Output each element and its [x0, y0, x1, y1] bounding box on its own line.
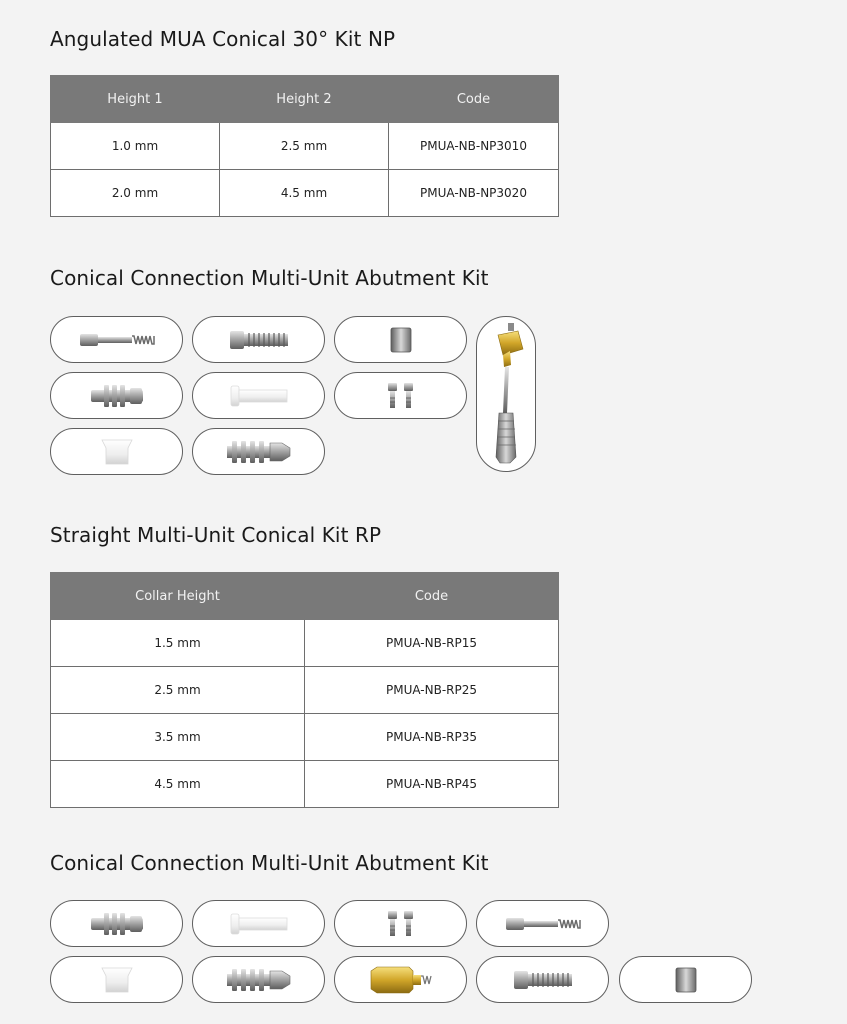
table-cell: 2.5 mm — [220, 123, 389, 170]
table-header-row — [51, 573, 559, 620]
kit-component-screw-body — [192, 316, 325, 363]
white-cap-icon — [100, 966, 134, 994]
white-cap-icon — [100, 438, 134, 466]
double-screw-icon — [386, 910, 416, 938]
table-cell: PMUA-NB-RP45 — [305, 761, 559, 808]
table-cell: 3.5 mm — [51, 714, 305, 761]
kit-component-ribbed-analog — [50, 900, 183, 947]
cylinder-cap-icon — [675, 967, 697, 993]
cylinder-cap-icon — [390, 327, 412, 353]
white-sleeve-icon — [230, 913, 288, 935]
table-cell: 2.5 mm — [51, 667, 305, 714]
column-header: Collar Height — [51, 573, 305, 620]
column-header: Code — [305, 573, 559, 620]
table-cell: 2.0 mm — [51, 170, 220, 217]
multi-unit-driver-icon — [486, 321, 526, 467]
section-3-title: Straight Multi-Unit Conical Kit RP — [50, 523, 382, 547]
ribbed-analog-icon — [90, 911, 144, 937]
column-header: Code — [389, 76, 559, 123]
kit-component-screw — [50, 316, 183, 363]
table-row — [51, 170, 559, 217]
section-4-title: Conical Connection Multi-Unit Abutment Kit — [50, 851, 489, 875]
angulated-mua-table — [50, 75, 559, 217]
gold-abutment-icon — [369, 965, 433, 995]
table-cell: PMUA-NB-NP3020 — [389, 170, 559, 217]
table-cell: PMUA-NB-RP15 — [305, 620, 559, 667]
kit-component-screw — [476, 900, 609, 947]
kit-component-white-sleeve — [192, 900, 325, 947]
kit-component-gold-abutment — [334, 956, 467, 1003]
kit-component-ribbed-analog — [50, 372, 183, 419]
table-cell: PMUA-NB-RP25 — [305, 667, 559, 714]
white-sleeve-icon — [230, 385, 288, 407]
kit-component-double-screw — [334, 372, 467, 419]
kit-component-white-sleeve — [192, 372, 325, 419]
kit-component-driver — [476, 316, 536, 472]
kit-component-white-cap — [50, 428, 183, 475]
table-row — [51, 714, 559, 761]
screw-body-icon — [513, 969, 573, 991]
double-screw-icon — [386, 382, 416, 410]
kit-component-screw-body — [476, 956, 609, 1003]
section-1-title: Angulated MUA Conical 30° Kit NP — [50, 27, 396, 51]
implant-replica-icon — [226, 439, 292, 465]
table-cell: PMUA-NB-NP3010 — [389, 123, 559, 170]
screw-icon — [505, 915, 581, 933]
ribbed-analog-icon — [90, 383, 144, 409]
table-header-row — [51, 76, 559, 123]
kit-component-implant-replica — [192, 428, 325, 475]
straight-multi-unit-table — [50, 572, 559, 808]
implant-replica-icon — [226, 967, 292, 993]
table-row — [51, 667, 559, 714]
kit-component-implant-replica — [192, 956, 325, 1003]
kit-component-double-screw — [334, 900, 467, 947]
column-header: Height 1 — [51, 76, 220, 123]
table-cell: 4.5 mm — [220, 170, 389, 217]
table-cell: PMUA-NB-RP35 — [305, 714, 559, 761]
kit-component-white-cap — [50, 956, 183, 1003]
table-row — [51, 123, 559, 170]
table-cell: 4.5 mm — [51, 761, 305, 808]
table-cell: 1.0 mm — [51, 123, 220, 170]
table-row — [51, 620, 559, 667]
screw-icon — [79, 331, 155, 349]
screw-body-icon — [229, 329, 289, 351]
column-header: Height 2 — [220, 76, 389, 123]
kit-component-cylinder-cap — [334, 316, 467, 363]
table-row — [51, 761, 559, 808]
kit-component-cylinder-cap — [619, 956, 752, 1003]
table-cell: 1.5 mm — [51, 620, 305, 667]
section-2-title: Conical Connection Multi-Unit Abutment Kit — [50, 266, 489, 290]
